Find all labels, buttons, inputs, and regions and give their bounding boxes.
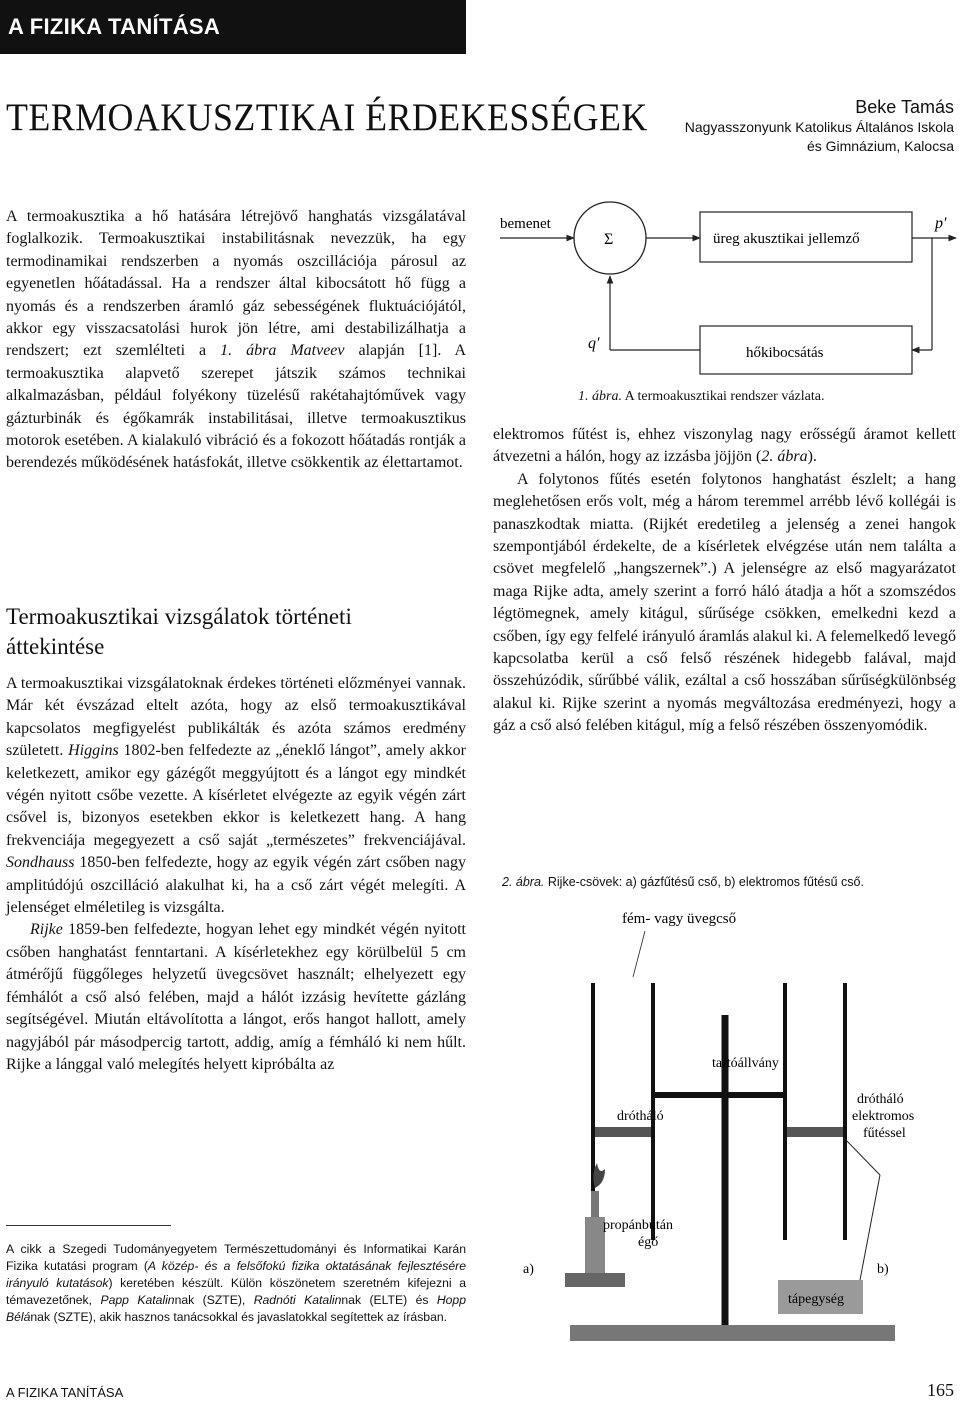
figure-2-caption: 2. ábra. Rijke-csövek: a) gázfűtésű cső, b) elektromos fűtésű cső. [502,875,864,889]
fig2-stand-label: tartóállvány [712,1056,779,1071]
section-header: A FIZIKA TANÍTÁSA [8,14,221,39]
fig2-stand-base [570,1325,895,1341]
footnote: A cikk a Szegedi Tudományegyetem Természettudományi és Informatikai Karán Fizika kutatási program (A közép- és a felsőfokú fizika oktatásának fejlesztésére irányuló kutatások) keretében készült. Külön köszönetem szeretném kifejezni a témavezetőnek, Papp Katalinnak (SZTE), Radnóti Katalinnak (ELTE) és Hopp Bélának (SZTE), akik hasznos tanácsokkal és javaslatokkal segítettek az írásban. [6,1242,466,1324]
fig2-burner-body [585,1217,605,1273]
fig1-sum-symbol: Σ [604,231,614,248]
fig1-heat-label: hőkibocsátás [746,345,824,361]
section-heading: Termoakusztikai vizsgálatok történeti áttekintése [6,604,352,659]
fig1-input-label: bemenet [500,216,551,232]
fig1-cavity-label: üreg akusztikai jellemző [713,231,860,247]
fig2-burner-foot [565,1273,625,1287]
fig2-tube-label: fém- vagy üvegcső [622,911,737,927]
author-block [685,96,954,156]
page-number: 165 [927,1380,954,1400]
intro-column [6,206,466,475]
footer-section: A FIZIKA TANÍTÁSA [6,1385,124,1400]
figure-1-diagram [490,200,960,385]
fig2-wire-1 [843,1137,880,1175]
fig2-flame [593,1163,605,1188]
fig2-mesh-b-label-2: elektromos [852,1109,915,1124]
fig1-output-label: p′ [935,215,947,232]
fig2-burner-nozzle [591,1191,599,1217]
history-paragraph-2: Rijke 1859-ben felfedezte, hogyan lehet egy mindkét végén nyitott csőben hanghatást fenntartani. A kísérletekhez egy körülbelül 5 cm átmérőjű függőleges helyzetű üvegcsövet használt; elhelyezett egy fémhálót a cső alsó felében, majd a hálót izzásig hevítette gázláng segítségével. Miután eltávolította a lángot, erős hangot hallott, amely nagyjából pár másodpercig tartott, addig, amíg a fémháló ki nem hűlt. Rijke a lánggal való melegítés helyett kipróbálta az [6,921,466,1073]
fig2-mesh-b-label-3: fűtéssel [863,1126,906,1141]
author-name: Beke Tamás [855,97,954,117]
fig2-burner-label-1: propánbután [603,1218,673,1233]
fig2-mesh-b-label-1: drótháló [857,1092,904,1107]
fig2-mesh-a [595,1127,651,1137]
figure-1-caption: 1. ábra. A termoakusztikai rendszer vázlata. [578,389,825,404]
fig2-mesh-b [787,1127,843,1137]
figure-2-drawing [495,895,955,1360]
fig2-power-label: tápegység [788,1292,844,1307]
fig2-burner-label-2: égő [638,1235,659,1250]
fig2-label-b: b) [877,1262,889,1277]
section-header-bar [0,0,466,54]
footnote-rule [6,1225,171,1226]
fig1-q-label: q′ [588,335,600,352]
right-column [493,424,956,738]
author-institution-1: Nagyasszonyunk Katolikus Általános Iskola [684,119,954,135]
right-paragraph-1: elektromos fűtést is, ehhez viszonylag nagy erősségű áramot kellett átvezetni a hálón, hogy az izzásba jöjjön (2. ábra). [493,426,956,466]
author-institution-2: és Gimnázium, Kalocsa [806,138,954,154]
fig2-label-a: a) [523,1262,534,1277]
intro-paragraph: A termoakusztika a hő hatására létrejövő hanghatás vizsgálatával foglalkozik. Termoakusztikai instabilitásnak nevezzük, ha egy termodinamikai rendszerben a nyomás oszcillációja párosul az egyenetlen hőátadással. Ha a rendszer által kibocsátott hő függ a nyomás és a rendszerben áramló gáz sebességének fluktuációjától, akkor egy visszacsatolási hurok jön létre, ami destabilizálhatja a rendszert; ezt szemlélteti a 1. ábra Matveev alapján [1]. A termoakusztika alapvető szerepet játszik számos technikai alkalmazásban, például folyékony tüzelésű rakétahajtóművek vagy gázturbinák és égőkamrák instabilitásai, illetve termoakusztikus motorok esetében. A kialakuló vibráció és a fokozott hőátadás rontják a berendezés működésének hatásfokát, illetve csökkentik az élettartamot. [6,208,466,472]
fig2-mesh-a-label: drótháló [617,1109,664,1124]
right-paragraph-2: A folytonos fűtés esetén folytonos hanghatást észlelt; a hang meglehetősen erős volt, még a három teremmel arrébb lévő kollégái is panaszkodtak miatta. (Rijkét eredetileg a jelenség a zenei hangok szempontjából érdekelte, de a kísérletek elvégzése után nem találta a csövet megfelelő „hangszernek”.) A jelenségre az első magyarázatot maga Rijke adta, amely szerint a forró háló átadja a hőt a szomszédos légtömegnek, amely kitágul, sűrűsége csökken, emelkedni kezd a csőben, így egy felfelé irányuló áramlás alakul ki. A felemelkedő levegő kapcsolatba kerül a cső felső részének hidegebb falával, majd összehúzódik, sűrűbbé válik, ezáltal a cső hosszában sűrűségkülönbség alakul ki. Rijke szerint a nyomás megváltozása eredményezi, hogy a gáz a cső alsó felében kitágul, míg a felső részében összenyomódik. [493,470,956,735]
article-title: TERMOAKUSZTIKAI ÉRDEKESSÉGEK [6,96,648,139]
history-paragraph-1: A termoakusztikai vizsgálatoknak érdekes történeti előzményei vannak. Már két évszázad eltelt azóta, hogy az első termoakusztikával kapcsolatos megfigyelést publikálták és azóta számos eredmény született. Higgins 1802-ben felfedezte az „éneklő lángot”, amely akkor keletkezett, amikor egy gázégőt meggyújtott és a lángot egy mindkét végén nyitott csőbe vezette. A kísérletet elvégezte az egyik végén zárt csővel is, bizonyos esetekben ekkor is keletkezett hang. A hang frekvenciája megegyezett a cső saját „természetes” frekvenciájával. Sondhauss 1850-ben felfedezte, hogy az egyik végén zárt csőben nagy amplitúdójú oszcilláció alakulhat ki, ha a cső zárt végét melegíti. A jelenséget elméletileg is vizsgálta. [6,675,466,917]
history-column [6,673,466,1076]
fig2-tube-pointer [633,931,645,977]
